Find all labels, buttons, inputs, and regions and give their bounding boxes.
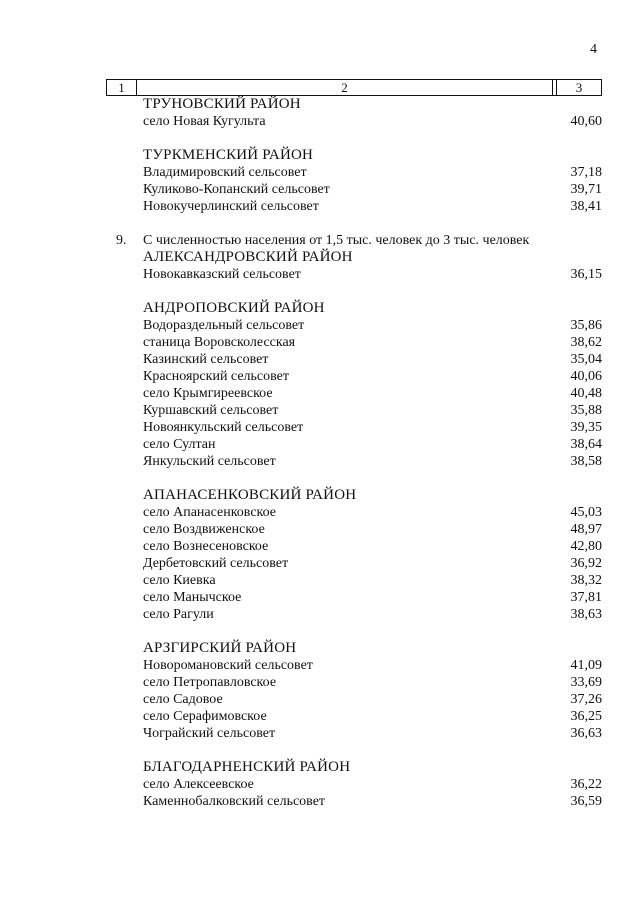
- district-row: [0, 147, 640, 164]
- coefficient-value: 35,88: [570, 403, 602, 418]
- table-row: [0, 164, 640, 181]
- coefficient-value: 36,63: [570, 726, 602, 741]
- coefficient-value: 39,35: [570, 420, 602, 435]
- spacer: [0, 623, 640, 640]
- settlement-name: село Алексеевское: [143, 777, 254, 792]
- coefficient-value: 36,15: [570, 267, 602, 282]
- settlement-name: Новокавказский сельсовет: [143, 267, 301, 282]
- coefficient-value: 35,04: [570, 352, 602, 367]
- settlement-name: Каменнобалковский сельсовет: [143, 794, 326, 809]
- district-row: [0, 487, 640, 504]
- coefficient-value: 36,92: [570, 556, 602, 571]
- section-title: С численностью населения от 1,5 тыс. человек до 3 тыс. человек: [143, 233, 530, 248]
- settlement-name: Новоянкульский сельсовет: [143, 420, 304, 435]
- page-number: 4: [590, 42, 597, 57]
- district-row: [0, 759, 640, 776]
- settlement-name: село Садовое: [143, 692, 223, 707]
- document-body: [0, 96, 640, 810]
- district-name: АЛЕКСАНДРОВСКИЙ РАЙОН: [143, 249, 353, 265]
- settlement-name: станица Воровсколесская: [143, 335, 296, 350]
- coefficient-value: 33,69: [570, 675, 602, 690]
- table-row: [0, 198, 640, 215]
- settlement-name: Владимировский сельсовет: [143, 165, 307, 180]
- settlement-name: село Манычское: [143, 590, 242, 605]
- spacer: [0, 215, 640, 232]
- column-header-2: 2: [341, 80, 348, 95]
- table-row: [0, 334, 640, 351]
- table-row: [0, 453, 640, 470]
- coefficient-value: 48,97: [570, 522, 602, 537]
- settlement-name: Янкульский сельсовет: [143, 454, 276, 469]
- settlement-name: село Петропавловское: [143, 675, 277, 690]
- coefficient-value: 38,62: [570, 335, 602, 350]
- table-row: [0, 113, 640, 130]
- settlement-name: Новокучерлинский сельсовет: [143, 199, 319, 214]
- table-row: [0, 419, 640, 436]
- table-row: [0, 504, 640, 521]
- settlement-name: село Серафимовское: [143, 709, 267, 724]
- coefficient-value: 38,41: [570, 199, 602, 214]
- coefficient-value: 37,18: [570, 165, 602, 180]
- district-name: ТРУНОВСКИЙ РАЙОН: [143, 96, 301, 112]
- coefficient-value: 38,63: [570, 607, 602, 622]
- coefficient-value: 40,60: [570, 114, 602, 129]
- spacer: [0, 283, 640, 300]
- section-heading: [0, 232, 640, 249]
- table-row: [0, 691, 640, 708]
- table-row: [0, 793, 640, 810]
- table-row: [0, 181, 640, 198]
- table-row: [0, 589, 640, 606]
- table-row: [0, 538, 640, 555]
- table-row: [0, 402, 640, 419]
- table-row: [0, 317, 640, 334]
- coefficient-value: 36,22: [570, 777, 602, 792]
- coefficient-value: 45,03: [570, 505, 602, 520]
- coefficient-value: 40,06: [570, 369, 602, 384]
- column-header-row: [106, 79, 602, 96]
- district-name: АПАНАСЕНКОВСКИЙ РАЙОН: [143, 487, 357, 503]
- coefficient-value: 42,80: [570, 539, 602, 554]
- table-row: [0, 436, 640, 453]
- settlement-name: Казинский сельсовет: [143, 352, 269, 367]
- coefficient-value: 37,26: [570, 692, 602, 707]
- coefficient-value: 40,48: [570, 386, 602, 401]
- table-row: [0, 385, 640, 402]
- spacer: [0, 470, 640, 487]
- table-row: [0, 708, 640, 725]
- coefficient-value: 39,71: [570, 182, 602, 197]
- district-name: ТУРКМЕНСКИЙ РАЙОН: [143, 147, 314, 163]
- settlement-name: Дербетовский сельсовет: [143, 556, 289, 571]
- settlement-name: Водораздельный сельсовет: [143, 318, 305, 333]
- settlement-name: Куршавский сельсовет: [143, 403, 279, 418]
- table-row: [0, 776, 640, 793]
- settlement-name: село Апанасенковское: [143, 505, 277, 520]
- settlement-name: село Киевка: [143, 573, 216, 588]
- district-name: АРЗГИРСКИЙ РАЙОН: [143, 640, 297, 656]
- district-row: [0, 249, 640, 266]
- coefficient-value: 38,58: [570, 454, 602, 469]
- table-row: [0, 725, 640, 742]
- section-number: 9.: [116, 233, 127, 248]
- settlement-name: Чограйский сельсовет: [143, 726, 276, 741]
- coefficient-value: 36,25: [570, 709, 602, 724]
- coefficient-value: 36,59: [570, 794, 602, 809]
- coefficient-value: 37,81: [570, 590, 602, 605]
- settlement-name: село Воздвиженское: [143, 522, 265, 537]
- table-row: [0, 606, 640, 623]
- coefficient-value: 38,32: [570, 573, 602, 588]
- table-row: [0, 657, 640, 674]
- settlement-name: Красноярский сельсовет: [143, 369, 289, 384]
- settlement-name: село Султан: [143, 437, 216, 452]
- district-name: БЛАГОДАРНЕНСКИЙ РАЙОН: [143, 759, 351, 775]
- table-row: [0, 521, 640, 538]
- settlement-name: село Новая Кугульта: [143, 114, 266, 129]
- column-header-1: 1: [107, 80, 137, 95]
- settlement-name: Новоромановский сельсовет: [143, 658, 313, 673]
- district-name: АНДРОПОВСКИЙ РАЙОН: [143, 300, 325, 316]
- district-row: [0, 300, 640, 317]
- column-header-3: 3: [556, 80, 601, 95]
- settlement-name: село Рагули: [143, 607, 214, 622]
- settlement-name: Куликово-Копанский сельсовет: [143, 182, 330, 197]
- district-row: [0, 96, 640, 113]
- district-row: [0, 640, 640, 657]
- coefficient-value: 41,09: [570, 658, 602, 673]
- settlement-name: село Вознесеновское: [143, 539, 269, 554]
- coefficient-value: 38,64: [570, 437, 602, 452]
- spacer: [0, 130, 640, 147]
- table-row: [0, 368, 640, 385]
- coefficient-value: 35,86: [570, 318, 602, 333]
- table-row: [0, 266, 640, 283]
- table-row: [0, 674, 640, 691]
- settlement-name: село Крымгиреевское: [143, 386, 273, 401]
- table-row: [0, 572, 640, 589]
- spacer: [0, 742, 640, 759]
- table-row: [0, 555, 640, 572]
- table-row: [0, 351, 640, 368]
